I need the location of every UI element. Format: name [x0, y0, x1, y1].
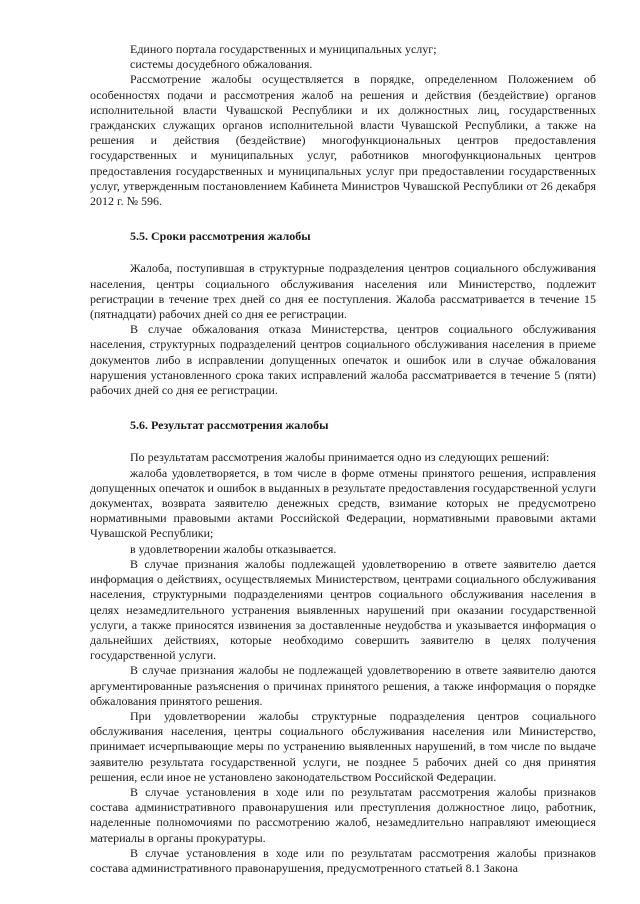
paragraph: Единого портала государственных и муниципальных услуг;: [130, 42, 437, 56]
paragraph: В случае признания жалобы не подлежащей удовлетворению в ответе заявителю даются аргументированные разъяснения о причинах принятого решения, а также информация о порядке обжалования принятого решения.: [90, 663, 596, 708]
paragraph: Рассмотрение жалобы осуществляется в порядке, определенном Положением об особенностях подачи и рассмотрения жалоб на решения и действия (бездействие) органов исполнительной власти Чувашской Республики и их должностных лиц, государственных гражданских служащих органов исполнительной власти Чувашской Республики, а также на решения и действия (бездействие) многофункциональных центров предоставления государственных и муниципальных услуг, работников многофункциональных центров предоставления государственных и муниципальных услуг при предоставлении государственных услуг, утвержденным постановлением Кабинета Министров Чувашской Республики от 26 декабря 2012 г. № 596.: [90, 72, 596, 209]
paragraph: в удовлетворении жалобы отказывается.: [130, 541, 337, 556]
paragraph: жалоба удовлетворяется, в том числе в форме отмены принятого решения, исправления допущенных опечаток и ошибок в выданных в результате предоставления государственной услуги документах, возврата заявителю денежных средств, взимание которых не предусмотрено нормативными правовыми актами Российской Федерации, нормативными правовыми актами Чувашской Республики;: [90, 465, 596, 541]
section-heading-5-5: 5.5. Сроки рассмотрения жалобы: [130, 229, 311, 244]
paragraph: системы досудебного обжалования.: [130, 57, 313, 72]
paragraph: По результатам рассмотрения жалобы принимается одно из следующих решений:: [130, 450, 550, 465]
section-heading-5-6: 5.6. Результат рассмотрения жалобы: [130, 418, 329, 433]
paragraph: В случае установления в ходе или по результатам рассмотрения жалобы признаков состава административного правонарушения или преступления должностное лицо, работник, наделенные полномочиями по рассмотрению жалоб, незамедлительно направляют имеющиеся материалы в органы прокуратуры.: [90, 784, 596, 845]
paragraph: В случае установления в ходе или по результатам рассмотрения жалобы признаков состава административного правонарушения, предусмотренного статьей 8.1 Закона: [90, 845, 596, 875]
paragraph: Жалоба, поступившая в структурные подразделения центров социального обслуживания населения, центры социального обслуживания населения или Министерство, подлежит регистрации в течение трех дней со дня ее поступления. Жалоба рассматривается в течение 15 (пятнадцати) рабочих дней со дня ее регистрации.: [90, 261, 596, 322]
paragraph: При удовлетворении жалобы структурные подразделения центров социального обслуживания населения, центры социального обслуживания населения или Министерство, принимает исчерпывающие меры по устранению выявленных нарушений, в том числе по выдаче заявителю результата государственной услуги, не позднее 5 рабочих дней со дня принятия решения, если иное не установлено законодательством Российской Федерации.: [90, 708, 596, 784]
paragraph: В случае обжалования отказа Министерства, центров социального обслуживания населения, структурных подразделений центров социального обслуживания населения в приеме документов либо в исправлении допущенных опечаток и ошибок или в случае обжалования нарушения установленного срока таких исправлений жалоба рассматривается в течение 5 (пяти) рабочих дней со дня ее регистрации.: [90, 322, 596, 398]
paragraph: В случае признания жалобы подлежащей удовлетворению в ответе заявителю дается информация о действиях, осуществляемых Министерством, центрами социального обслуживания населения, структурными подразделениями центров социального обслуживания населения в целях незамедлительного устранения выявленных нарушений при оказании государственной услуги, а также приносятся извинения за доставленные неудобства и указывается информация о дальнейших действиях, которые необходимо совершить заявителю в целях получения государственной услуги.: [90, 556, 596, 663]
